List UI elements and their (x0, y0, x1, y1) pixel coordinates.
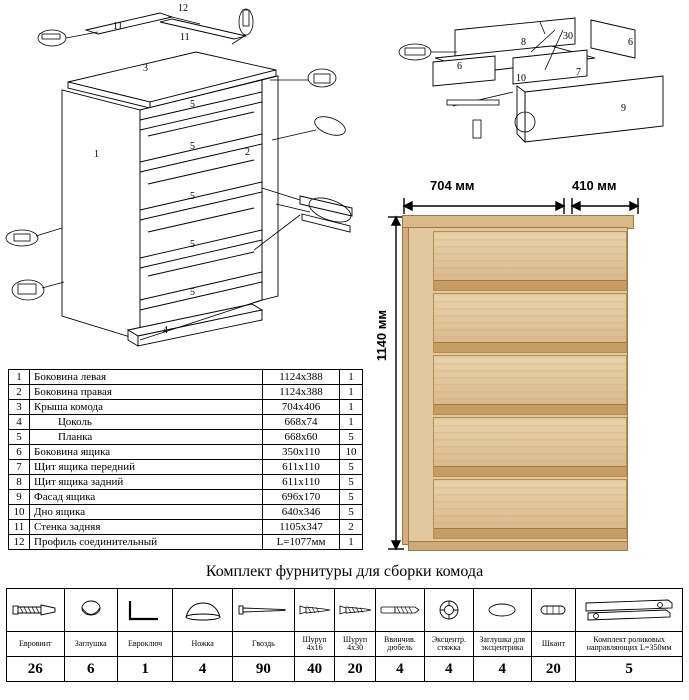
leg-icon-cell (173, 589, 233, 632)
hardware-kit-table (6, 588, 683, 682)
hardware-name: Шкант (531, 632, 576, 657)
callout-6-b: 6 (457, 61, 462, 72)
part-num: 3 (9, 400, 30, 415)
table-row (9, 475, 363, 490)
part-num: 10 (9, 505, 30, 520)
table-row (9, 400, 363, 415)
part-num: 1 (9, 370, 30, 385)
hardware-count: 5 (576, 657, 683, 682)
callout-7: 7 (576, 67, 581, 78)
dresser-photo (402, 215, 634, 550)
hardware-name: Эксцентр. стяжка (424, 632, 473, 657)
part-qty: 2 (340, 520, 363, 535)
callout-4: 4 (163, 325, 168, 336)
part-name: Боковина ящика (30, 445, 263, 460)
part-dim: 1105х347 (263, 520, 340, 535)
part-qty: 5 (340, 490, 363, 505)
allen-key-icon-cell (117, 589, 172, 632)
callout-9: 9 (621, 103, 626, 114)
hardware-name: Ввинчив. дюбель (375, 632, 424, 657)
part-qty: 5 (340, 475, 363, 490)
table-row (9, 415, 363, 430)
euroscrew-icon-cell (7, 589, 65, 632)
callout-11-a: 11 (113, 21, 123, 32)
cam-cap-icon-cell (473, 589, 531, 632)
hardware-count: 4 (473, 657, 531, 682)
callout-2: 2 (245, 147, 250, 158)
height-dimension-label: 1140 мм (374, 310, 389, 362)
hardware-count: 6 (64, 657, 117, 682)
part-name: Планка (30, 430, 263, 445)
hardware-name: Ножка (173, 632, 233, 657)
part-dim: L=1077мм (263, 535, 340, 550)
cam-lock-icon-cell (424, 589, 473, 632)
part-name: Дно ящика (30, 505, 263, 520)
table-row (9, 460, 363, 475)
nail-icon-cell (233, 589, 295, 632)
part-dim: 704x406 (263, 400, 340, 415)
part-num: 7 (9, 460, 30, 475)
hardware-count: 20 (531, 657, 576, 682)
exploded-view-drawer (395, 0, 689, 160)
part-dim: 640x346 (263, 505, 340, 520)
parts-table-body (9, 370, 363, 550)
drawer-2 (433, 293, 627, 353)
hardware-names-row (7, 632, 683, 657)
exploded-view-cabinet (0, 0, 370, 360)
screw4x16-icon-cell (294, 589, 335, 632)
hardware-name: Еврoключ (117, 632, 172, 657)
part-qty: 1 (340, 370, 363, 385)
hardware-kit-title: Комплект фурнитуры для сборки комода (205, 563, 484, 580)
drawer-5 (433, 479, 627, 539)
callout-8: 8 (521, 37, 526, 48)
screw4x30-icon-cell (335, 589, 376, 632)
callout-12: 12 (178, 3, 188, 14)
part-qty: 5 (340, 460, 363, 475)
hardware-counts-row (7, 657, 683, 682)
table-row (9, 520, 363, 535)
drawer-1 (433, 231, 627, 291)
table-row (9, 370, 363, 385)
part-num: 12 (9, 535, 30, 550)
part-qty: 1 (340, 400, 363, 415)
part-num: 11 (9, 520, 30, 535)
hardware-name: Шуруп 4х30 (335, 632, 376, 657)
callout-5-e: 5 (190, 287, 195, 298)
part-dim: 611x110 (263, 460, 340, 475)
hardware-name: Заглушка (64, 632, 117, 657)
hardware-name: Еврoвинт (7, 632, 65, 657)
callout-5-a: 5 (190, 99, 195, 110)
hardware-count: 4 (424, 657, 473, 682)
hardware-name: Гвоздь (233, 632, 295, 657)
table-row (9, 445, 363, 460)
product-photo-with-dimensions (372, 170, 684, 560)
part-qty: 1 (340, 385, 363, 400)
cap-icon-cell (64, 589, 117, 632)
callout-30: 30 (563, 31, 573, 42)
part-num: 9 (9, 490, 30, 505)
part-qty: 5 (340, 430, 363, 445)
part-num: 2 (9, 385, 30, 400)
slide-rail-icon-cell (576, 589, 683, 632)
hardware-icons-row (7, 589, 683, 632)
callout-10: 10 (516, 73, 526, 84)
part-qty: 1 (340, 535, 363, 550)
width-dimension-label: 704 мм (430, 178, 475, 193)
part-qty: 1 (340, 415, 363, 430)
part-name: Профиль соединительный (30, 535, 263, 550)
parts-table (8, 369, 363, 550)
part-num: 5 (9, 430, 30, 445)
part-name: Стенка задняя (30, 520, 263, 535)
part-name: Боковина левая (30, 370, 263, 385)
table-row (9, 505, 363, 520)
hardware-count: 40 (294, 657, 335, 682)
hardware-count: 4 (173, 657, 233, 682)
callout-11-b: 11 (180, 32, 190, 43)
dresser-plinth (408, 541, 628, 551)
part-name: Щит ящика передний (30, 460, 263, 475)
drawer-3 (433, 355, 627, 415)
part-name: Фасад ящика (30, 490, 263, 505)
part-name: Крыша комода (30, 400, 263, 415)
table-row (9, 385, 363, 400)
part-dim: 1124x388 (263, 385, 340, 400)
table-row (9, 430, 363, 445)
part-dim: 696x170 (263, 490, 340, 505)
part-qty: 10 (340, 445, 363, 460)
part-dim: 1124x388 (263, 370, 340, 385)
dowel-screw-icon-cell (375, 589, 424, 632)
table-row (9, 490, 363, 505)
hardware-name: Заглушка для эксцентрика (473, 632, 531, 657)
part-dim: 668х74 (263, 415, 340, 430)
hardware-count: 26 (7, 657, 65, 682)
part-num: 6 (9, 445, 30, 460)
callout-6-a: 6 (628, 37, 633, 48)
drawer-4 (433, 417, 627, 477)
depth-dimension-label: 410 мм (572, 178, 617, 193)
hardware-name: Шуруп 4х16 (294, 632, 335, 657)
dowel-icon-cell (531, 589, 576, 632)
part-dim: 668x60 (263, 430, 340, 445)
part-name: Цоколь (30, 415, 263, 430)
hardware-count: 90 (233, 657, 295, 682)
hardware-count: 4 (375, 657, 424, 682)
part-dim: 611x110 (263, 475, 340, 490)
table-row (9, 535, 363, 550)
part-name: Боковина правая (30, 385, 263, 400)
part-num: 4 (9, 415, 30, 430)
part-dim: 350x110 (263, 445, 340, 460)
part-name: Щит ящика задний (30, 475, 263, 490)
callout-5-c: 5 (190, 191, 195, 202)
part-num: 8 (9, 475, 30, 490)
callout-3: 3 (143, 63, 148, 74)
hardware-name: Комплект роликовых направляющих L=350мм (576, 632, 683, 657)
hardware-count: 1 (117, 657, 172, 682)
callout-5-d: 5 (190, 239, 195, 250)
callout-1: 1 (94, 149, 99, 160)
part-qty: 5 (340, 505, 363, 520)
hardware-count: 20 (335, 657, 376, 682)
callout-5-b: 5 (190, 141, 195, 152)
